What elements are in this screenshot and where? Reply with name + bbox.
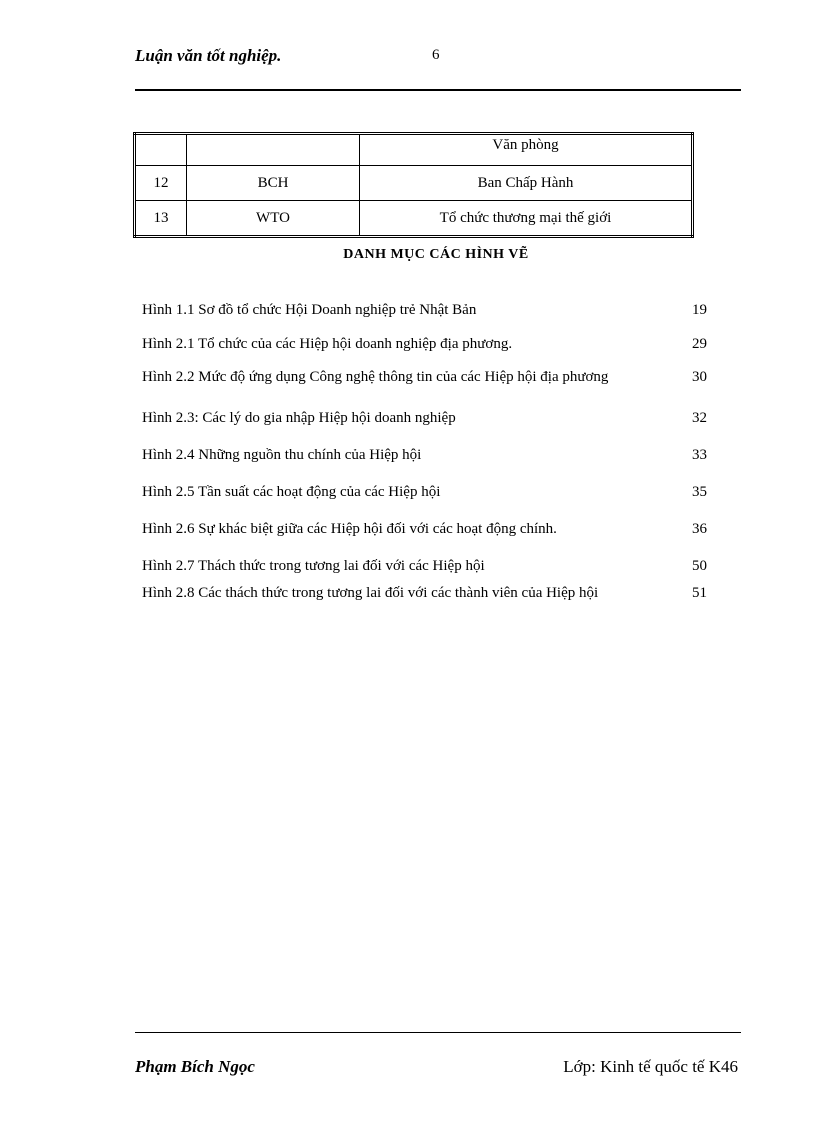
table-cell-abbr: BCH [187, 166, 360, 201]
figure-page: 33 [692, 447, 707, 463]
figure-title: Hình 1.1 Sơ đồ tổ chức Hội Doanh nghiệp trẻ Nhật Bản [142, 302, 477, 318]
figure-item [142, 334, 707, 354]
table-cell-abbr [187, 134, 360, 166]
figure-item [142, 360, 707, 394]
footer-author: Phạm Bích Ngọc [135, 1057, 255, 1076]
footer-class-info: Lớp: Kinh tế quốc tế K46 [563, 1057, 738, 1076]
table-cell-meaning: Tổ chức thương mại thế giới [360, 201, 693, 237]
figure-item [142, 445, 707, 465]
table-cell-no: 13 [135, 201, 187, 237]
table-row [135, 166, 693, 201]
figure-page: 32 [692, 410, 707, 426]
table-cell-meaning: Ban Chấp Hành [360, 166, 693, 201]
figure-title: Hình 2.1 Tổ chức của các Hiệp hội doanh nghiệp địa phương. [142, 336, 513, 352]
figure-title: Hình 2.2 Mức độ ứng dụng Công nghệ thông tin của các Hiệp hội địa phương [142, 369, 609, 385]
figure-title: Hình 2.7 Thách thức trong tương lai đối với các Hiệp hội [142, 558, 485, 574]
figure-item [142, 578, 707, 608]
section-heading: DANH MỤC CÁC HÌNH VẼ [343, 247, 529, 262]
abbreviation-table [133, 132, 694, 238]
figure-page: 19 [692, 302, 707, 318]
figure-title: Hình 2.3: Các lý do gia nhập Hiệp hội doanh nghiệp [142, 410, 456, 426]
figure-page: 35 [692, 484, 707, 500]
table-row [135, 201, 693, 237]
figure-title: Hình 2.6 Sự khác biệt giữa các Hiệp hội đối với các hoạt động chính. [142, 521, 557, 537]
figure-item [142, 300, 707, 320]
figure-page: 29 [692, 336, 707, 352]
table-cell-no [135, 134, 187, 166]
table-row [135, 134, 693, 166]
figure-page: 50 [692, 558, 707, 574]
figure-title: Hình 2.4 Những nguồn thu chính của Hiệp hội [142, 447, 422, 463]
figure-item [142, 519, 707, 539]
figure-item [142, 482, 707, 502]
figure-title: Hình 2.5 Tần suất các hoạt động của các Hiệp hội [142, 484, 441, 500]
figure-list [142, 300, 707, 608]
header-divider [135, 89, 741, 91]
footer-divider [135, 1032, 741, 1033]
page-number: 6 [432, 47, 440, 63]
figure-page: 36 [692, 521, 707, 537]
figure-page: 51 [692, 585, 707, 601]
figure-item [142, 408, 707, 428]
table-cell-abbr: WTO [187, 201, 360, 237]
table-cell-no: 12 [135, 166, 187, 201]
figure-item [142, 556, 707, 576]
header-title: Luận văn tốt nghiệp. [135, 46, 282, 65]
figure-page: 30 [692, 369, 707, 385]
figure-title: Hình 2.8 Các thách thức trong tương lai đối với các thành viên của Hiệp hội [142, 585, 599, 601]
table-cell-meaning: Văn phòng [360, 134, 693, 166]
